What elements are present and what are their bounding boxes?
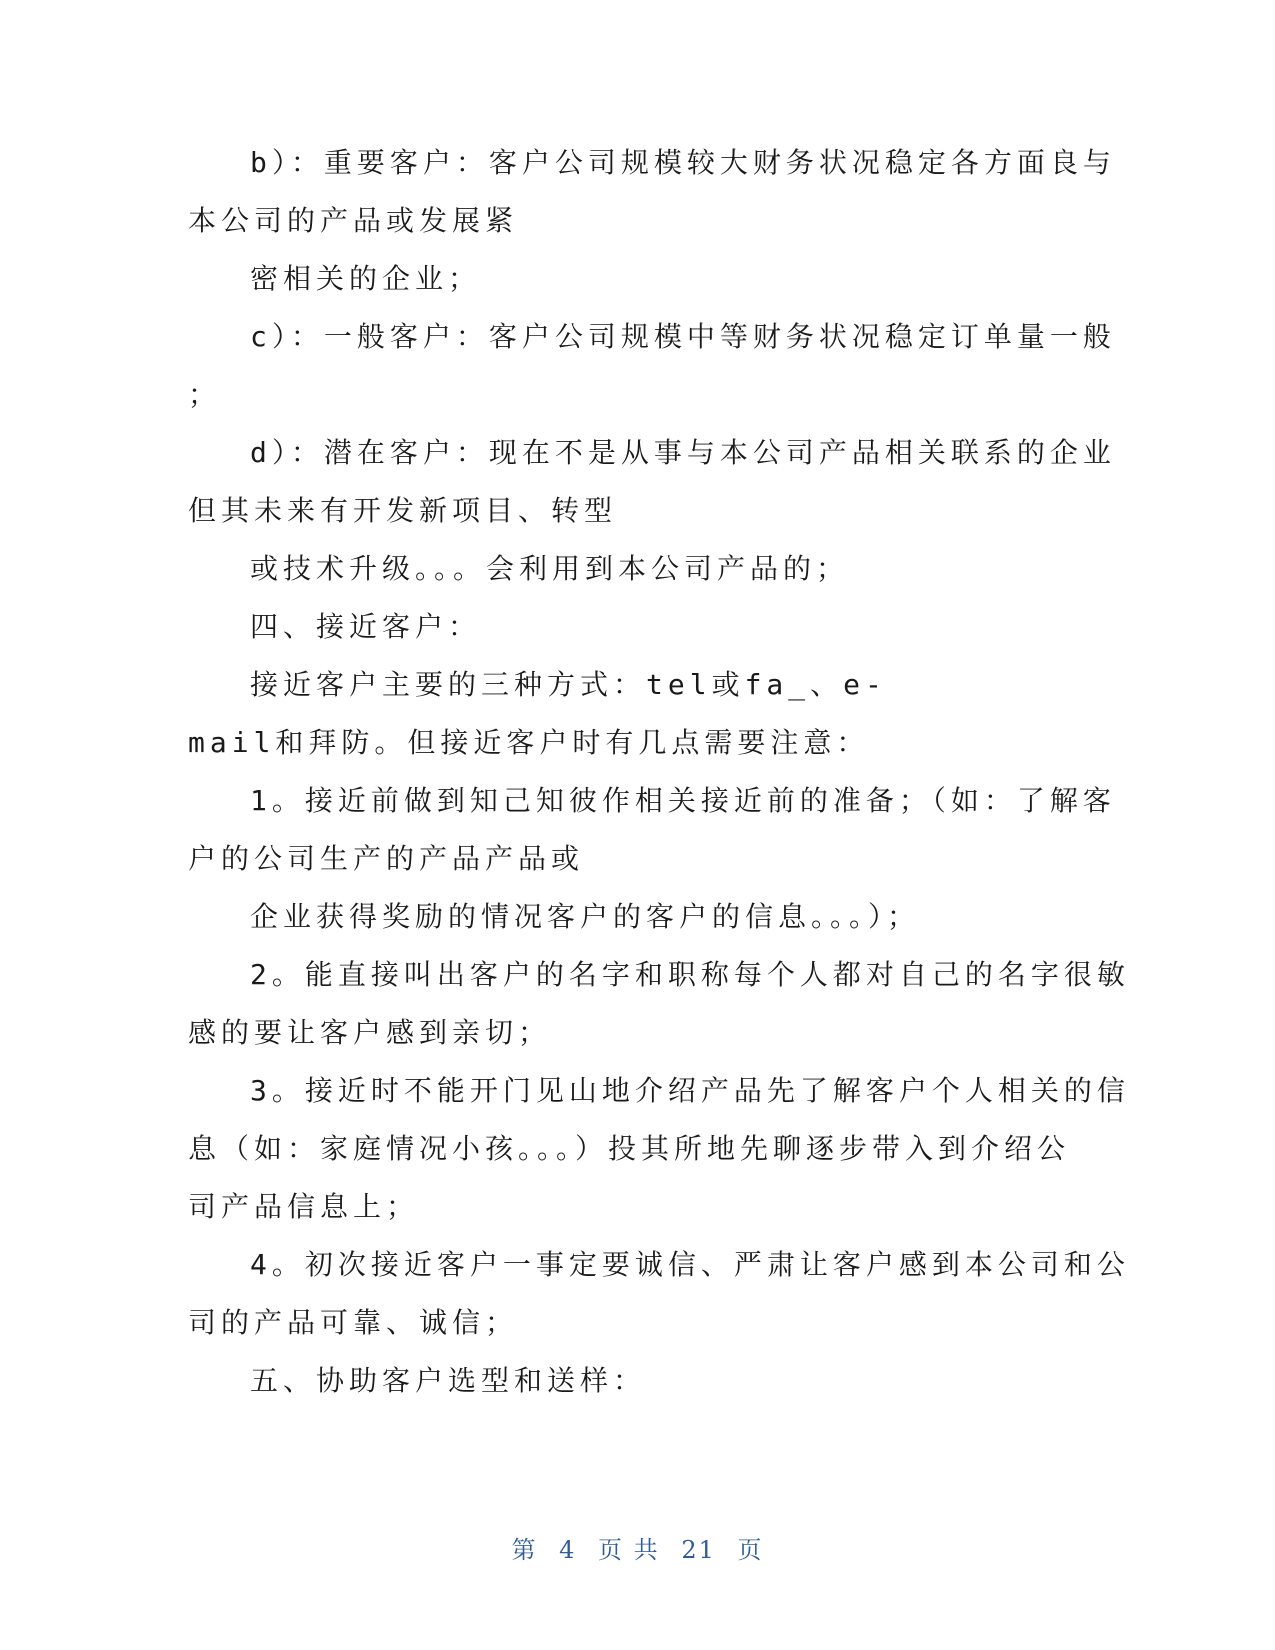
footer-middle: 页 共 xyxy=(598,1536,660,1564)
text-line: 司的产品可靠、诚信； xyxy=(188,1306,519,1339)
section-heading: 四、接近客户： xyxy=(250,610,482,643)
text-line: d）：潜在客户：现在不是从事与本公司产品相关联系的企业 xyxy=(250,436,1116,469)
text-line: 2。能直接叫出客户的名字和职称每个人都对自己的名字很敏 xyxy=(250,958,1130,991)
text-line: ； xyxy=(188,378,222,411)
text-line: b）：重要客户：客户公司规模较大财务状况稳定各方面良与 xyxy=(250,146,1116,179)
page-footer xyxy=(0,1530,1275,1565)
text-line: 但其未来有开发新项目、转型 xyxy=(188,494,618,527)
text-line: 息（如：家庭情况小孩。。。）投其所地先聊逐步带入到介绍公 xyxy=(188,1132,1071,1165)
text-line: mail和拜防。但接近客户时有几点需要注意： xyxy=(188,726,870,759)
text-line: 或技术升级。。。会利用到本公司产品的； xyxy=(250,552,850,585)
text-line: 感的要让客户感到亲切； xyxy=(188,1016,552,1049)
text-line: 本公司的产品或发展紧 xyxy=(188,204,519,237)
text-line: 3。接近时不能开门见山地介绍产品先了解客户个人相关的信 xyxy=(250,1074,1130,1107)
footer-suffix: 页 xyxy=(737,1536,764,1564)
text-line: c）：一般客户：客户公司规模中等财务状况稳定订单量一般 xyxy=(250,320,1116,353)
text-line: 密相关的企业； xyxy=(250,262,482,295)
footer-prefix: 第 xyxy=(511,1536,538,1564)
text-line: 1。接近前做到知己知彼作相关接近前的准备；（如：了解客 xyxy=(250,784,1116,817)
text-line: 接近客户主要的三种方式：tel或fa_、e- xyxy=(250,668,887,701)
total-page-count: 21 xyxy=(681,1536,716,1564)
section-heading: 五、协助客户选型和送样： xyxy=(250,1364,647,1397)
text-line: 企业获得奖励的情况客户的客户的信息。。。）； xyxy=(250,900,921,933)
current-page-number: 4 xyxy=(559,1536,577,1564)
text-line: 户的公司生产的产品产品或 xyxy=(188,842,585,875)
text-line: 司产品信息上； xyxy=(188,1190,420,1223)
text-line: 4。初次接近客户一事定要诚信、严肃让客户感到本公司和公 xyxy=(250,1248,1130,1281)
